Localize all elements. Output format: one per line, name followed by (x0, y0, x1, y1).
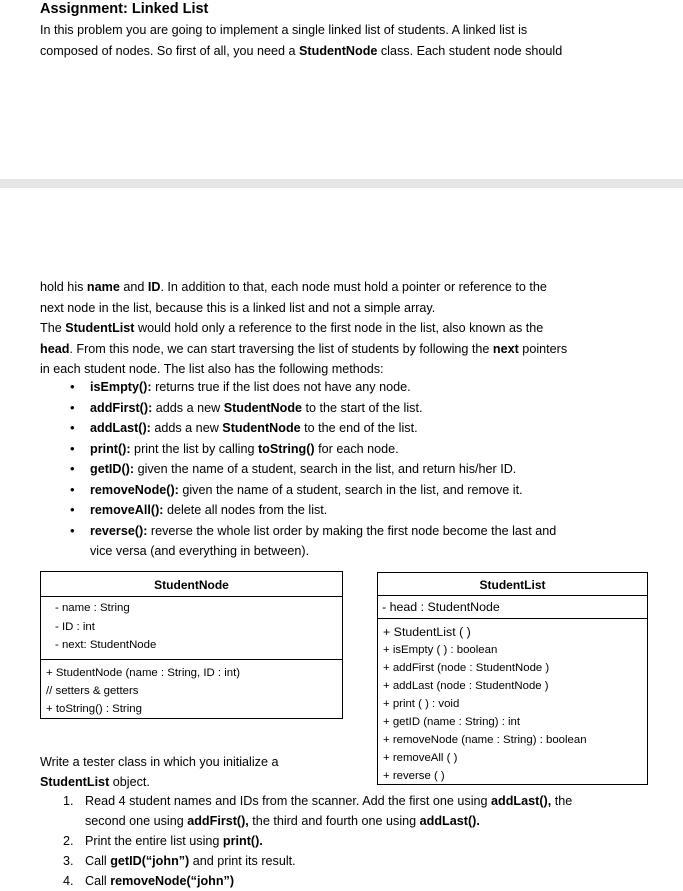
body-line-3: The StudentList would hold only a reference to the first node in the list, also known as the (40, 321, 544, 335)
class-name: StudentNode (41, 572, 342, 597)
operation: + toString() : String (46, 703, 142, 715)
list-item: • print(): print the list by calling toString() for each node. (40, 439, 640, 460)
list-item: • removeNode(): given the name of a student, search in the list, and remove it. (40, 480, 640, 501)
list-item: • reverse(): reverse the whole list order by making the first node become the last and vice versa (and everything in between). (40, 521, 640, 562)
operation: + removeAll ( ) (383, 752, 458, 764)
list-item: • getID(): given the name of a student, search in the list, and return his/her ID. (40, 459, 640, 480)
body-line-4: head. From this node, we can start traversing the list of students by following the next pointers (40, 341, 568, 356)
body-line-1: hold his name and ID. In addition to that, each node must hold a pointer or reference to the (40, 280, 547, 294)
operation: + print ( ) : void (383, 698, 460, 710)
tester-paragraph (40, 752, 370, 792)
methods-list (40, 377, 640, 562)
operation: + StudentNode (name : String, ID : int) (46, 667, 241, 679)
operation: + StudentList ( ) (383, 625, 471, 639)
operation: + isEmpty ( ) : boolean (383, 644, 498, 656)
list-item: • addLast(): adds a new StudentNode to the end of the list. (40, 418, 640, 439)
operations-section (378, 619, 647, 785)
operations-section (41, 660, 342, 718)
top-page (0, 0, 683, 179)
list-item: • addFirst(): adds a new StudentNode to the start of the list. (40, 398, 640, 419)
attribute: - ID : int (55, 620, 95, 633)
body-paragraph (40, 277, 640, 380)
steps-list (40, 791, 620, 888)
tester-line-1: Write a tester class in which you initialize a (40, 755, 279, 769)
operation: + removeNode (name : String) : boolean (383, 734, 587, 746)
student-list-class-diagram (377, 572, 648, 785)
intro-line-1: In this problem you are going to implement a single linked list of students. A linked list is (40, 23, 528, 37)
attributes-section (41, 597, 342, 660)
list-item: • removeAll(): delete all nodes from the list. (40, 500, 640, 521)
attribute: - name : String (55, 602, 130, 614)
intro-line-2: composed of nodes. So first of all, you need a StudentNode class. Each student node should (40, 43, 563, 58)
tester-line-2: StudentList object. (40, 775, 150, 789)
intro-paragraph (40, 20, 640, 61)
list-item: 2. Print the entire list using print(). (63, 834, 263, 848)
class-name: StudentList (378, 573, 647, 596)
attributes-section: - head : StudentNode (378, 596, 647, 619)
body-line-2: next node in the list, because this is a linked list and not a simple array. (40, 300, 436, 315)
list-item: 3. Call getID(“john”) and print its result. (63, 854, 296, 868)
operation: + getID (name : String) : int (383, 716, 521, 728)
list-item: • isEmpty(): returns true if the list does not have any node. (40, 377, 640, 398)
list-item: 1. Read 4 student names and IDs from the scanner. Add the first one using addLast(), the second one using addFirst(), the third and fourth one using addLast(). (63, 794, 573, 828)
operation: + addLast (node : StudentNode ) (383, 680, 549, 692)
operation: + addFirst (node : StudentNode ) (383, 662, 550, 674)
attribute: - next: StudentNode (55, 639, 157, 651)
operation: // setters & getters (46, 685, 139, 697)
operation: + reverse ( ) (383, 770, 445, 782)
page-separator (0, 179, 683, 188)
page-title: Assignment: Linked List (40, 1, 209, 17)
student-node-class-diagram (40, 571, 343, 719)
body-line-5: in each student node. The list also has the following methods: (40, 362, 384, 376)
list-item: 4. Call removeNode(“john”) (63, 874, 235, 888)
